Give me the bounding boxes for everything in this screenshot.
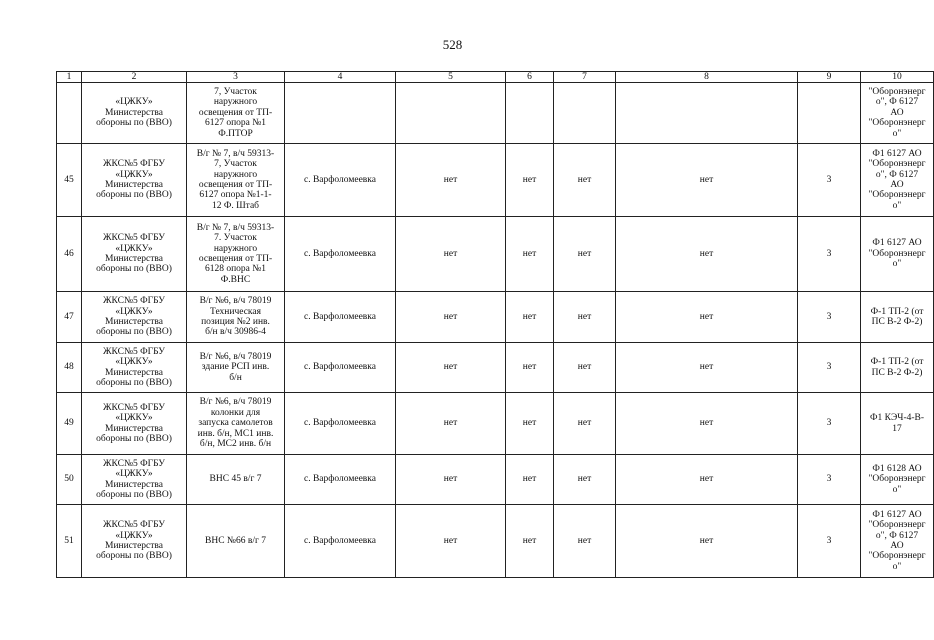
row-number-cell: 51 [57, 505, 82, 578]
column-7-cell: нет [554, 144, 616, 217]
column-9-cell: 3 [798, 217, 861, 292]
owner-cell: ЖКС№5 ФГБУ «ЦЖКУ» Министерства обороны по (ВВО) [82, 343, 187, 393]
column-6-cell: нет [506, 217, 554, 292]
column-header: 2 [82, 72, 187, 83]
column-8-cell: нет [616, 455, 798, 505]
owner-cell: ЖКС№5 ФГБУ «ЦЖКУ» Министерства обороны по (ВВО) [82, 393, 187, 455]
object-cell: В/г №6, в/ч 78019 здание РСП инв. б/н [187, 343, 285, 393]
column-6-cell: нет [506, 455, 554, 505]
row-number-cell: 49 [57, 393, 82, 455]
location-cell: с. Варфоломеевка [285, 144, 396, 217]
registry-table [56, 71, 934, 578]
column-header: 4 [285, 72, 396, 83]
column-5-cell [396, 83, 506, 144]
object-cell: В/г № 7, в/ч 59313- 7, Участок наружного освещения от ТП- 6127 опора №1-1- 12 Ф. Штаб [187, 144, 285, 217]
column-7-cell: нет [554, 393, 616, 455]
column-7-cell: нет [554, 343, 616, 393]
owner-cell: ЖКС№5 ФГБУ «ЦЖКУ» Министерства обороны по (ВВО) [82, 505, 187, 578]
row-number-cell: 47 [57, 292, 82, 343]
column-9-cell: 3 [798, 343, 861, 393]
supply-cell: "Оборонэнерг о", Ф 6127 АО "Оборонэнерг о" [861, 83, 934, 144]
column-header: 1 [57, 72, 82, 83]
location-cell: с. Варфоломеевка [285, 217, 396, 292]
column-6-cell: нет [506, 343, 554, 393]
object-cell: В/г № 7, в/ч 59313- 7. Участок наружного освещения от ТП- 6128 опора №1 Ф.ВНС [187, 217, 285, 292]
owner-cell: ЖКС№5 ФГБУ «ЦЖКУ» Министерства обороны по (ВВО) [82, 292, 187, 343]
supply-cell: Ф1 6128 АО "Оборонэнерг о" [861, 455, 934, 505]
row-number-cell: 48 [57, 343, 82, 393]
object-cell: 7, Участок наружного освещения от ТП- 6127 опора №1 Ф.ПТОР [187, 83, 285, 144]
table-row [57, 505, 934, 578]
row-number-cell: 46 [57, 217, 82, 292]
supply-cell: Ф-1 ТП-2 (от ПС В-2 Ф-2) [861, 292, 934, 343]
column-9-cell: 3 [798, 505, 861, 578]
table-row [57, 217, 934, 292]
column-9-cell: 3 [798, 393, 861, 455]
location-cell: с. Варфоломеевка [285, 393, 396, 455]
column-8-cell: нет [616, 144, 798, 217]
column-6-cell: нет [506, 393, 554, 455]
column-9-cell [798, 83, 861, 144]
object-cell: В/г №6, в/ч 78019 Техническая позиция №2 инв. б/н в/ч 30986-4 [187, 292, 285, 343]
column-8-cell: нет [616, 393, 798, 455]
column-5-cell: нет [396, 505, 506, 578]
column-header: 5 [396, 72, 506, 83]
location-cell: с. Варфоломеевка [285, 505, 396, 578]
page-number: 528 [442, 37, 463, 52]
location-cell: с. Варфоломеевка [285, 292, 396, 343]
column-header: 3 [187, 72, 285, 83]
column-7-cell: нет [554, 217, 616, 292]
location-cell [285, 83, 396, 144]
column-5-cell: нет [396, 292, 506, 343]
table-row [57, 343, 934, 393]
table-row [57, 144, 934, 217]
table-row [57, 455, 934, 505]
supply-cell: Ф1 6127 АО "Оборонэнерг о" [861, 217, 934, 292]
column-8-cell: нет [616, 217, 798, 292]
table-row [57, 83, 934, 144]
column-9-cell: 3 [798, 455, 861, 505]
table-row [57, 393, 934, 455]
column-header: 9 [798, 72, 861, 83]
column-header: 7 [554, 72, 616, 83]
object-cell: ВНС 45 в/г 7 [187, 455, 285, 505]
column-8-cell: нет [616, 292, 798, 343]
column-header: 10 [861, 72, 934, 83]
column-5-cell: нет [396, 343, 506, 393]
row-number-cell [57, 83, 82, 144]
row-number-cell: 50 [57, 455, 82, 505]
column-6-cell: нет [506, 144, 554, 217]
owner-cell: ЖКС№5 ФГБУ «ЦЖКУ» Министерства обороны по (ВВО) [82, 217, 187, 292]
supply-cell: Ф-1 ТП-2 (от ПС В-2 Ф-2) [861, 343, 934, 393]
row-number-cell: 45 [57, 144, 82, 217]
column-5-cell: нет [396, 217, 506, 292]
column-header: 8 [616, 72, 798, 83]
object-cell: В/г №6, в/ч 78019 колонки для запуска самолетов инв. б/н, МС1 инв. б/н, МС2 инв. б/н [187, 393, 285, 455]
column-5-cell: нет [396, 144, 506, 217]
location-cell: с. Варфоломеевка [285, 455, 396, 505]
owner-cell: ЖКС№5 ФГБУ «ЦЖКУ» Министерства обороны по (ВВО) [82, 144, 187, 217]
supply-cell: Ф1 6127 АО "Оборонэнерг о", Ф 6127 АО "Оборонэнерг о" [861, 505, 934, 578]
column-8-cell: нет [616, 505, 798, 578]
supply-cell: Ф1 КЭЧ-4-В- 17 [861, 393, 934, 455]
column-6-cell: нет [506, 292, 554, 343]
header-row [57, 72, 934, 83]
owner-cell: ЖКС№5 ФГБУ «ЦЖКУ» Министерства обороны по (ВВО) [82, 455, 187, 505]
column-9-cell: 3 [798, 292, 861, 343]
column-8-cell: нет [616, 343, 798, 393]
column-header: 6 [506, 72, 554, 83]
column-8-cell [616, 83, 798, 144]
table-row [57, 292, 934, 343]
owner-cell: «ЦЖКУ» Министерства обороны по (ВВО) [82, 83, 187, 144]
column-7-cell: нет [554, 505, 616, 578]
location-cell: с. Варфоломеевка [285, 343, 396, 393]
column-6-cell [506, 83, 554, 144]
column-5-cell: нет [396, 455, 506, 505]
column-7-cell: нет [554, 292, 616, 343]
column-7-cell: нет [554, 455, 616, 505]
supply-cell: Ф1 6127 АО "Оборонэнерг о", Ф 6127 АО "Оборонэнерг о" [861, 144, 934, 217]
column-9-cell: 3 [798, 144, 861, 217]
column-7-cell [554, 83, 616, 144]
object-cell: ВНС №66 в/г 7 [187, 505, 285, 578]
column-6-cell: нет [506, 505, 554, 578]
column-5-cell: нет [396, 393, 506, 455]
